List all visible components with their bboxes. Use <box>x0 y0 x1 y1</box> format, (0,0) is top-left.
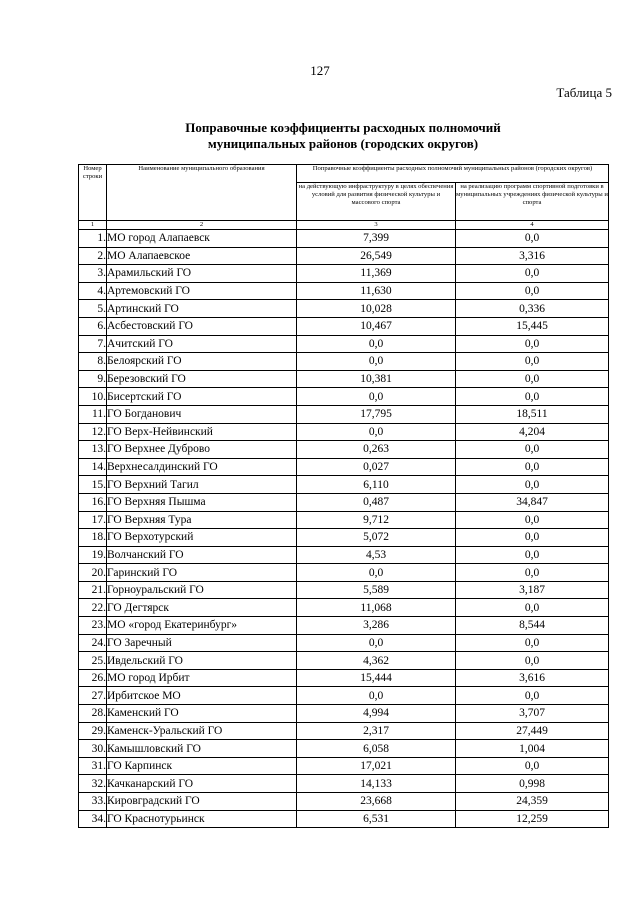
sport-training-coefficient-cell: 0,0 <box>456 353 609 371</box>
infrastructure-coefficient-cell: 11,369 <box>297 265 456 283</box>
infrastructure-coefficient-cell: 6,058 <box>297 740 456 758</box>
municipality-cell: МО «город Екатеринбург» <box>107 617 297 635</box>
row-number-cell: 15. <box>79 476 107 494</box>
table-row <box>79 335 609 353</box>
table-row <box>79 669 609 687</box>
municipality-cell: Камышловский ГО <box>107 740 297 758</box>
row-number-cell: 28. <box>79 705 107 723</box>
row-number-cell: 30. <box>79 740 107 758</box>
sport-training-coefficient-cell: 4,204 <box>456 423 609 441</box>
infrastructure-coefficient-cell: 15,444 <box>297 669 456 687</box>
infrastructure-coefficient-cell: 9,712 <box>297 511 456 529</box>
municipality-cell: Бисертский ГО <box>107 388 297 406</box>
table-row <box>79 370 609 388</box>
infrastructure-coefficient-cell: 4,994 <box>297 705 456 723</box>
sport-training-coefficient-cell: 0,0 <box>456 511 609 529</box>
sport-training-coefficient-cell: 3,707 <box>456 705 609 723</box>
row-number-cell: 3. <box>79 265 107 283</box>
municipality-cell: Березовский ГО <box>107 370 297 388</box>
row-number-cell: 27. <box>79 687 107 705</box>
municipality-cell: Кировградский ГО <box>107 793 297 811</box>
row-number-cell: 31. <box>79 757 107 775</box>
infrastructure-coefficient-cell: 7,399 <box>297 230 456 248</box>
sport-training-coefficient-cell: 0,0 <box>456 757 609 775</box>
row-number-cell: 6. <box>79 317 107 335</box>
sport-training-coefficient-cell: 0,0 <box>456 230 609 248</box>
sport-training-coefficient-cell: 24,359 <box>456 793 609 811</box>
header-coefficients: Поправочные коэффициенты расходных полномочий муниципальных районов (городских округов) <box>297 165 609 183</box>
table-row <box>79 599 609 617</box>
sport-training-coefficient-cell: 0,0 <box>456 529 609 547</box>
table-row <box>79 652 609 670</box>
row-number-cell: 16. <box>79 493 107 511</box>
table-row <box>79 493 609 511</box>
infrastructure-coefficient-cell: 4,53 <box>297 546 456 564</box>
table-row <box>79 757 609 775</box>
table-row <box>79 230 609 248</box>
municipality-cell: ГО Верхнее Дуброво <box>107 441 297 459</box>
table-label: Таблица 5 <box>556 85 612 100</box>
row-number-cell: 32. <box>79 775 107 793</box>
sport-training-coefficient-cell: 0,0 <box>456 634 609 652</box>
row-number-cell: 29. <box>79 722 107 740</box>
municipality-cell: ГО Верхняя Тура <box>107 511 297 529</box>
infrastructure-coefficient-cell: 11,630 <box>297 282 456 300</box>
sport-training-coefficient-cell: 8,544 <box>456 617 609 635</box>
sport-training-coefficient-cell: 0,0 <box>456 265 609 283</box>
table-row <box>79 405 609 423</box>
header-municipality: Наименование муниципального образования <box>107 165 297 221</box>
sport-training-coefficient-cell: 15,445 <box>456 317 609 335</box>
municipality-cell: ГО Верхний Тагил <box>107 476 297 494</box>
municipality-cell: Гаринский ГО <box>107 564 297 582</box>
infrastructure-coefficient-cell: 23,668 <box>297 793 456 811</box>
sport-training-coefficient-cell: 0,0 <box>456 388 609 406</box>
sport-training-coefficient-cell: 3,616 <box>456 669 609 687</box>
table-row <box>79 581 609 599</box>
municipality-cell: ГО Дегтярск <box>107 599 297 617</box>
table-row <box>79 740 609 758</box>
infrastructure-coefficient-cell: 10,467 <box>297 317 456 335</box>
infrastructure-coefficient-cell: 5,072 <box>297 529 456 547</box>
infrastructure-coefficient-cell: 0,0 <box>297 634 456 652</box>
municipality-cell: Каменский ГО <box>107 705 297 723</box>
table-row <box>79 265 609 283</box>
table-body <box>79 230 609 828</box>
municipality-cell: ГО Карпинск <box>107 757 297 775</box>
sport-training-coefficient-cell: 0,998 <box>456 775 609 793</box>
table-row <box>79 793 609 811</box>
table-row <box>79 564 609 582</box>
sport-training-coefficient-cell: 1,004 <box>456 740 609 758</box>
table-row <box>79 617 609 635</box>
row-number-cell: 34. <box>79 810 107 828</box>
infrastructure-coefficient-cell: 6,531 <box>297 810 456 828</box>
table-row <box>79 687 609 705</box>
infrastructure-coefficient-cell: 0,0 <box>297 388 456 406</box>
row-number-cell: 11. <box>79 405 107 423</box>
sport-training-coefficient-cell: 0,0 <box>456 441 609 459</box>
title-line-2: муниципальных районов (городских округов) <box>207 136 479 151</box>
sport-training-coefficient-cell: 0,0 <box>456 652 609 670</box>
municipality-cell: ГО Верхотурский <box>107 529 297 547</box>
row-number-cell: 18. <box>79 529 107 547</box>
table-row <box>79 300 609 318</box>
infrastructure-coefficient-cell: 0,0 <box>297 423 456 441</box>
municipality-cell: МО город Ирбит <box>107 669 297 687</box>
table-row <box>79 282 609 300</box>
coefficients-table <box>78 164 609 828</box>
municipality-cell: Качканарский ГО <box>107 775 297 793</box>
municipality-cell: Асбестовский ГО <box>107 317 297 335</box>
table-row <box>79 511 609 529</box>
column-number: 3 <box>297 221 456 230</box>
row-number-cell: 8. <box>79 353 107 371</box>
municipality-cell: Каменск-Уральский ГО <box>107 722 297 740</box>
table-row <box>79 546 609 564</box>
infrastructure-coefficient-cell: 4,362 <box>297 652 456 670</box>
sport-training-coefficient-cell: 0,0 <box>456 564 609 582</box>
infrastructure-coefficient-cell: 14,133 <box>297 775 456 793</box>
sport-training-coefficient-cell: 0,0 <box>456 546 609 564</box>
row-number-cell: 10. <box>79 388 107 406</box>
infrastructure-coefficient-cell: 17,021 <box>297 757 456 775</box>
infrastructure-coefficient-cell: 0,0 <box>297 353 456 371</box>
infrastructure-coefficient-cell: 0,263 <box>297 441 456 459</box>
row-number-cell: 21. <box>79 581 107 599</box>
municipality-cell: МО город Алапаевск <box>107 230 297 248</box>
sport-training-coefficient-cell: 27,449 <box>456 722 609 740</box>
sport-training-coefficient-cell: 3,187 <box>456 581 609 599</box>
header-row-number: Номер строки <box>79 165 107 221</box>
municipality-cell: Верхнесалдинский ГО <box>107 458 297 476</box>
table-row <box>79 810 609 828</box>
sport-training-coefficient-cell: 34,847 <box>456 493 609 511</box>
row-number-cell: 26. <box>79 669 107 687</box>
row-number-cell: 5. <box>79 300 107 318</box>
municipality-cell: Ачитский ГО <box>107 335 297 353</box>
sport-training-coefficient-cell: 0,0 <box>456 282 609 300</box>
infrastructure-coefficient-cell: 11,068 <box>297 599 456 617</box>
table-row <box>79 247 609 265</box>
infrastructure-coefficient-cell: 0,487 <box>297 493 456 511</box>
sport-training-coefficient-cell: 0,0 <box>456 599 609 617</box>
row-number-cell: 33. <box>79 793 107 811</box>
municipality-cell: Ирбитское МО <box>107 687 297 705</box>
row-number-cell: 7. <box>79 335 107 353</box>
infrastructure-coefficient-cell: 0,027 <box>297 458 456 476</box>
document-title <box>80 120 606 152</box>
table-row <box>79 441 609 459</box>
table-row <box>79 529 609 547</box>
row-number-cell: 19. <box>79 546 107 564</box>
municipality-cell: ГО Заречный <box>107 634 297 652</box>
table-row <box>79 722 609 740</box>
row-number-cell: 25. <box>79 652 107 670</box>
municipality-cell: Ивдельский ГО <box>107 652 297 670</box>
table-row <box>79 423 609 441</box>
sport-training-coefficient-cell: 0,0 <box>456 370 609 388</box>
table-row <box>79 388 609 406</box>
municipality-cell: Горноуральский ГО <box>107 581 297 599</box>
infrastructure-coefficient-cell: 2,317 <box>297 722 456 740</box>
row-number-cell: 4. <box>79 282 107 300</box>
infrastructure-coefficient-cell: 10,381 <box>297 370 456 388</box>
municipality-cell: ГО Краснотурьинск <box>107 810 297 828</box>
infrastructure-coefficient-cell: 0,0 <box>297 687 456 705</box>
municipality-cell: Артинский ГО <box>107 300 297 318</box>
row-number-cell: 22. <box>79 599 107 617</box>
infrastructure-coefficient-cell: 0,0 <box>297 335 456 353</box>
row-number-cell: 13. <box>79 441 107 459</box>
row-number-cell: 17. <box>79 511 107 529</box>
municipality-cell: Волчанский ГО <box>107 546 297 564</box>
sport-training-coefficient-cell: 0,0 <box>456 687 609 705</box>
sport-training-coefficient-cell: 0,0 <box>456 476 609 494</box>
municipality-cell: Артемовский ГО <box>107 282 297 300</box>
row-number-cell: 1. <box>79 230 107 248</box>
header-col4: на реализацию программ спортивной подготовки в муниципальных учреждениях физической культуры и спорта <box>456 183 609 221</box>
municipality-cell: Арамильский ГО <box>107 265 297 283</box>
infrastructure-coefficient-cell: 6,110 <box>297 476 456 494</box>
row-number-cell: 23. <box>79 617 107 635</box>
table-row <box>79 476 609 494</box>
municipality-cell: ГО Верх-Нейвинский <box>107 423 297 441</box>
municipality-cell: ГО Верхняя Пышма <box>107 493 297 511</box>
row-number-cell: 9. <box>79 370 107 388</box>
sport-training-coefficient-cell: 0,336 <box>456 300 609 318</box>
infrastructure-coefficient-cell: 10,028 <box>297 300 456 318</box>
row-number-cell: 14. <box>79 458 107 476</box>
infrastructure-coefficient-cell: 0,0 <box>297 564 456 582</box>
row-number-cell: 2. <box>79 247 107 265</box>
sport-training-coefficient-cell: 0,0 <box>456 335 609 353</box>
sport-training-coefficient-cell: 0,0 <box>456 458 609 476</box>
page-number: 127 <box>310 63 330 78</box>
table-row <box>79 353 609 371</box>
table-row <box>79 458 609 476</box>
table-row <box>79 775 609 793</box>
infrastructure-coefficient-cell: 26,549 <box>297 247 456 265</box>
infrastructure-coefficient-cell: 5,589 <box>297 581 456 599</box>
table-row <box>79 317 609 335</box>
column-number: 2 <box>107 221 297 230</box>
sport-training-coefficient-cell: 18,511 <box>456 405 609 423</box>
row-number-cell: 20. <box>79 564 107 582</box>
infrastructure-coefficient-cell: 17,795 <box>297 405 456 423</box>
table-row <box>79 634 609 652</box>
table-row <box>79 705 609 723</box>
row-number-cell: 12. <box>79 423 107 441</box>
sport-training-coefficient-cell: 12,259 <box>456 810 609 828</box>
municipality-cell: Белоярский ГО <box>107 353 297 371</box>
municipality-cell: МО Алапаевское <box>107 247 297 265</box>
sport-training-coefficient-cell: 3,316 <box>456 247 609 265</box>
column-number: 4 <box>456 221 609 230</box>
row-number-cell: 24. <box>79 634 107 652</box>
title-line-1: Поправочные коэффициенты расходных полномочий <box>185 120 501 135</box>
infrastructure-coefficient-cell: 3,286 <box>297 617 456 635</box>
header-col3: на действующую инфраструктуру в целях обеспечения условий для развития физической культуры и массового спорта <box>297 183 456 221</box>
municipality-cell: ГО Богданович <box>107 405 297 423</box>
column-number: 1 <box>79 221 107 230</box>
